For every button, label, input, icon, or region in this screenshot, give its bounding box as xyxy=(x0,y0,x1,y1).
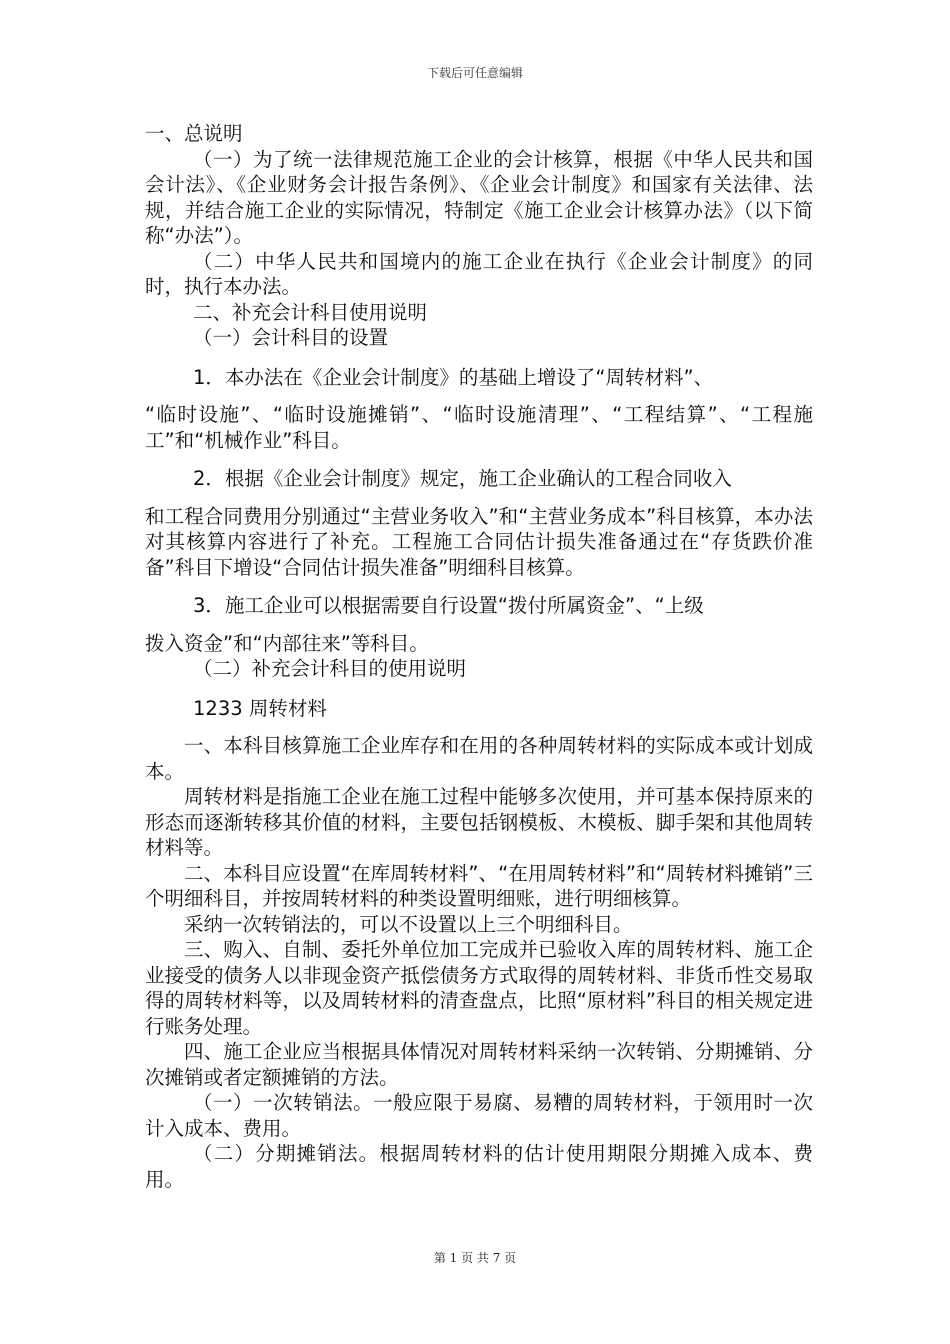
paragraph-detail-accounts: 二、本科目应设置“在库周转材料”、“在用周转材料”和“周转材料摊销”三个明细科目，并按周转材料的种类设置明细账，进行明细核算。 xyxy=(145,861,813,910)
paragraph-amortization-methods: 四、施工企业应当根据具体情况对周转材料采纳一次转销、分期摊销、分次摊销或者定额摊销的方法。 xyxy=(145,1040,813,1089)
paragraph-one-time-writeoff-note: 采纳一次转销法的，可以不设置以上三个明细科目。 xyxy=(184,912,633,936)
item-2-continuation: 和工程合同费用分别通过“主营业务收入”和“主营业务成本”科目核算，本办法对其核算内容进行了补充。工程施工合同估计损失准备通过在“存货跌价准备”科目下增设“合同估计损失准备”明细科目核算。 xyxy=(145,504,813,579)
paragraph-definition: 周转材料是指施工企业在施工过程中能够多次使用，并可基本保持原来的形态而逐渐转移其价值的材料，主要包括钢模板、木模板、脚手架和其他周转材料等。 xyxy=(145,785,813,859)
document-body xyxy=(145,121,813,1192)
page-header: 下载后可任意编辑 xyxy=(426,66,523,80)
paragraph-purpose: （一）为了统一法律规范施工企业的会计核算，根据《中华人民共和国会计法》、《企业财务会计报告条例》、《企业会计制度》和国家有关法律、法规，并结合施工企业的实际情况，特制定《施工企业会计核算办法》（以下简称“办法”）。 xyxy=(145,147,813,247)
item-3-continuation: 拨入资金”和“内部往来”等科目。 xyxy=(145,631,429,655)
item-1-continuation: “临时设施”、“临时设施摊销”、“临时设施清理”、“工程结算”、“工程施工”和“机械作业”科目。 xyxy=(145,403,813,452)
paragraph-acquisition: 三、购入、自制、委托外单位加工完成并已验收入库的周转材料、施工企业接受的债务人以非现金资产抵偿债务方式取得的周转材料、非货币性交易取得的周转材料等，以及周转材料的清查盘点，比照“原材料”科目的相关规定进行账务处理。 xyxy=(145,938,813,1038)
paragraph-account-scope: 一、本科目核算施工企业库存和在用的各种周转材料的实际成本或计划成本。 xyxy=(145,734,813,783)
section-title-general: 一、总说明 xyxy=(145,122,243,145)
paragraph-scope: （二）中华人民共和国境内的施工企业在执行《企业会计制度》的同时，执行本办法。 xyxy=(145,249,813,298)
subsection-title-account-usage: （二）补充会计科目的使用说明 xyxy=(193,657,467,680)
item-3-first-line: 3．施工企业可以根据需要自行设置“拨付所属资金”、“上级 xyxy=(193,594,704,617)
item-1-first-line: 1．本办法在《企业会计制度》的基础上增设了“周转材料”、 xyxy=(193,365,714,389)
section-title-supplementary-accounts: 二、补充会计科目使用说明 xyxy=(193,300,428,324)
subsection-title-account-setup: （一）会计科目的设置 xyxy=(193,326,389,349)
item-2-first-line: 2．根据《企业会计制度》规定，施工企业确认的工程合同收入 xyxy=(193,467,732,490)
account-title-1233: 1233 周转材料 xyxy=(193,696,327,720)
page-footer: 第 1 页 共 7 页 xyxy=(433,1251,517,1265)
paragraph-method-one-time: （一）一次转销法。一般应限于易腐、易糟的周转材料，于领用时一次计入成本、费用。 xyxy=(145,1091,813,1140)
paragraph-method-periodic: （二）分期摊销法。根据周转材料的估计使用期限分期摊入成本、费用。 xyxy=(145,1142,813,1191)
